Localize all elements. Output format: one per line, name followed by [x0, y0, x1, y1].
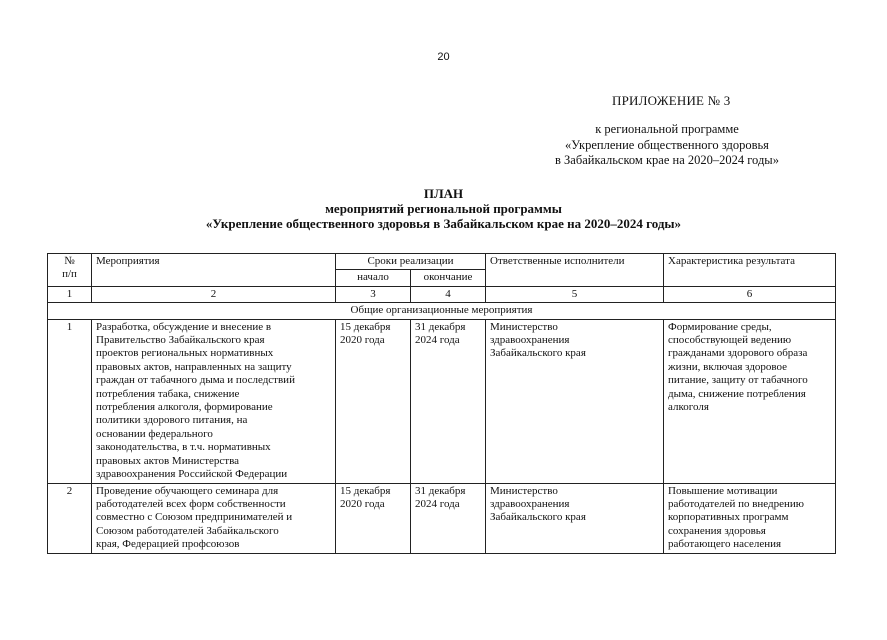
column-number: 2 [92, 286, 336, 302]
section-title: Общие организационные мероприятия [48, 303, 836, 319]
row-result: Формирование среды, способствующей ведению гражданами здорового образа жизни, включая здоровое питание, защиту от табачного дыма, снижение потребления алкоголя [664, 319, 836, 483]
column-number: 3 [336, 286, 411, 302]
header-end: окончание [411, 270, 486, 286]
section-row [48, 303, 836, 319]
table-header-row [48, 254, 836, 270]
row-result: Повышение мотивации работодателей по внедрению корпоративных программ сохранения здоровья работающего населения [664, 483, 836, 553]
header-terms: Сроки реализации [336, 254, 486, 270]
row-start: 15 декабря 2020 года [336, 319, 411, 483]
header-responsible: Ответственные исполнители [486, 254, 664, 287]
header-num: № п/п [48, 254, 92, 287]
column-number: 6 [664, 286, 836, 302]
appendix-subtitle-line: в Забайкальском крае на 2020–2024 годы» [555, 153, 779, 167]
plan-title-line: «Укрепление общественного здоровья в Забайкальском крае на 2020–2024 годы» [205, 216, 682, 231]
row-responsible: Министерство здравоохранения Забайкальского края [486, 483, 664, 553]
row-num: 2 [48, 483, 92, 553]
column-number: 1 [48, 286, 92, 302]
column-number: 5 [486, 286, 664, 302]
table-row [48, 483, 836, 553]
row-responsible: Министерство здравоохранения Забайкальского края [486, 319, 664, 483]
header-activity: Мероприятия [92, 254, 336, 287]
column-number: 4 [411, 286, 486, 302]
page-number: 20 [437, 51, 450, 63]
appendix-subtitle [500, 122, 834, 169]
table-row [48, 319, 836, 483]
appendix-subtitle-line: к региональной программе [595, 122, 739, 136]
row-start: 15 декабря 2020 года [336, 483, 411, 553]
row-end: 31 декабря 2024 года [411, 319, 486, 483]
plan-title-line: мероприятий региональной программы [325, 201, 562, 216]
row-end: 31 декабря 2024 года [411, 483, 486, 553]
header-result: Характеристика результата [664, 254, 836, 287]
appendix-title: ПРИЛОЖЕНИЕ № 3 [612, 93, 731, 108]
row-num: 1 [48, 319, 92, 483]
appendix-subtitle-line: «Укрепление общественного здоровья [565, 137, 769, 152]
plan-title [0, 186, 887, 231]
plan-title-line: ПЛАН [423, 186, 464, 201]
row-activity: Проведение обучающего семинара для работодателей всех форм собственности совместно с Союзом предпринимателей и Союзом работодателей Забайкальского края, Федерацией профсоюзов [92, 483, 336, 553]
header-start: начало [336, 270, 411, 286]
column-numbers-row [48, 286, 836, 302]
row-activity: Разработка, обсуждение и внесение в Правительство Забайкальского края проектов региональных нормативных правовых актов, направленных на защиту граждан от табачного дыма и последствий потребления табака, снижение потребления алкоголя, формирование политики здорового питания, на основании федерального законодательства, в т.ч. нормативных правовых актов Министерства здравоохранения Российской Федерации [92, 319, 336, 483]
plan-table [47, 253, 836, 554]
